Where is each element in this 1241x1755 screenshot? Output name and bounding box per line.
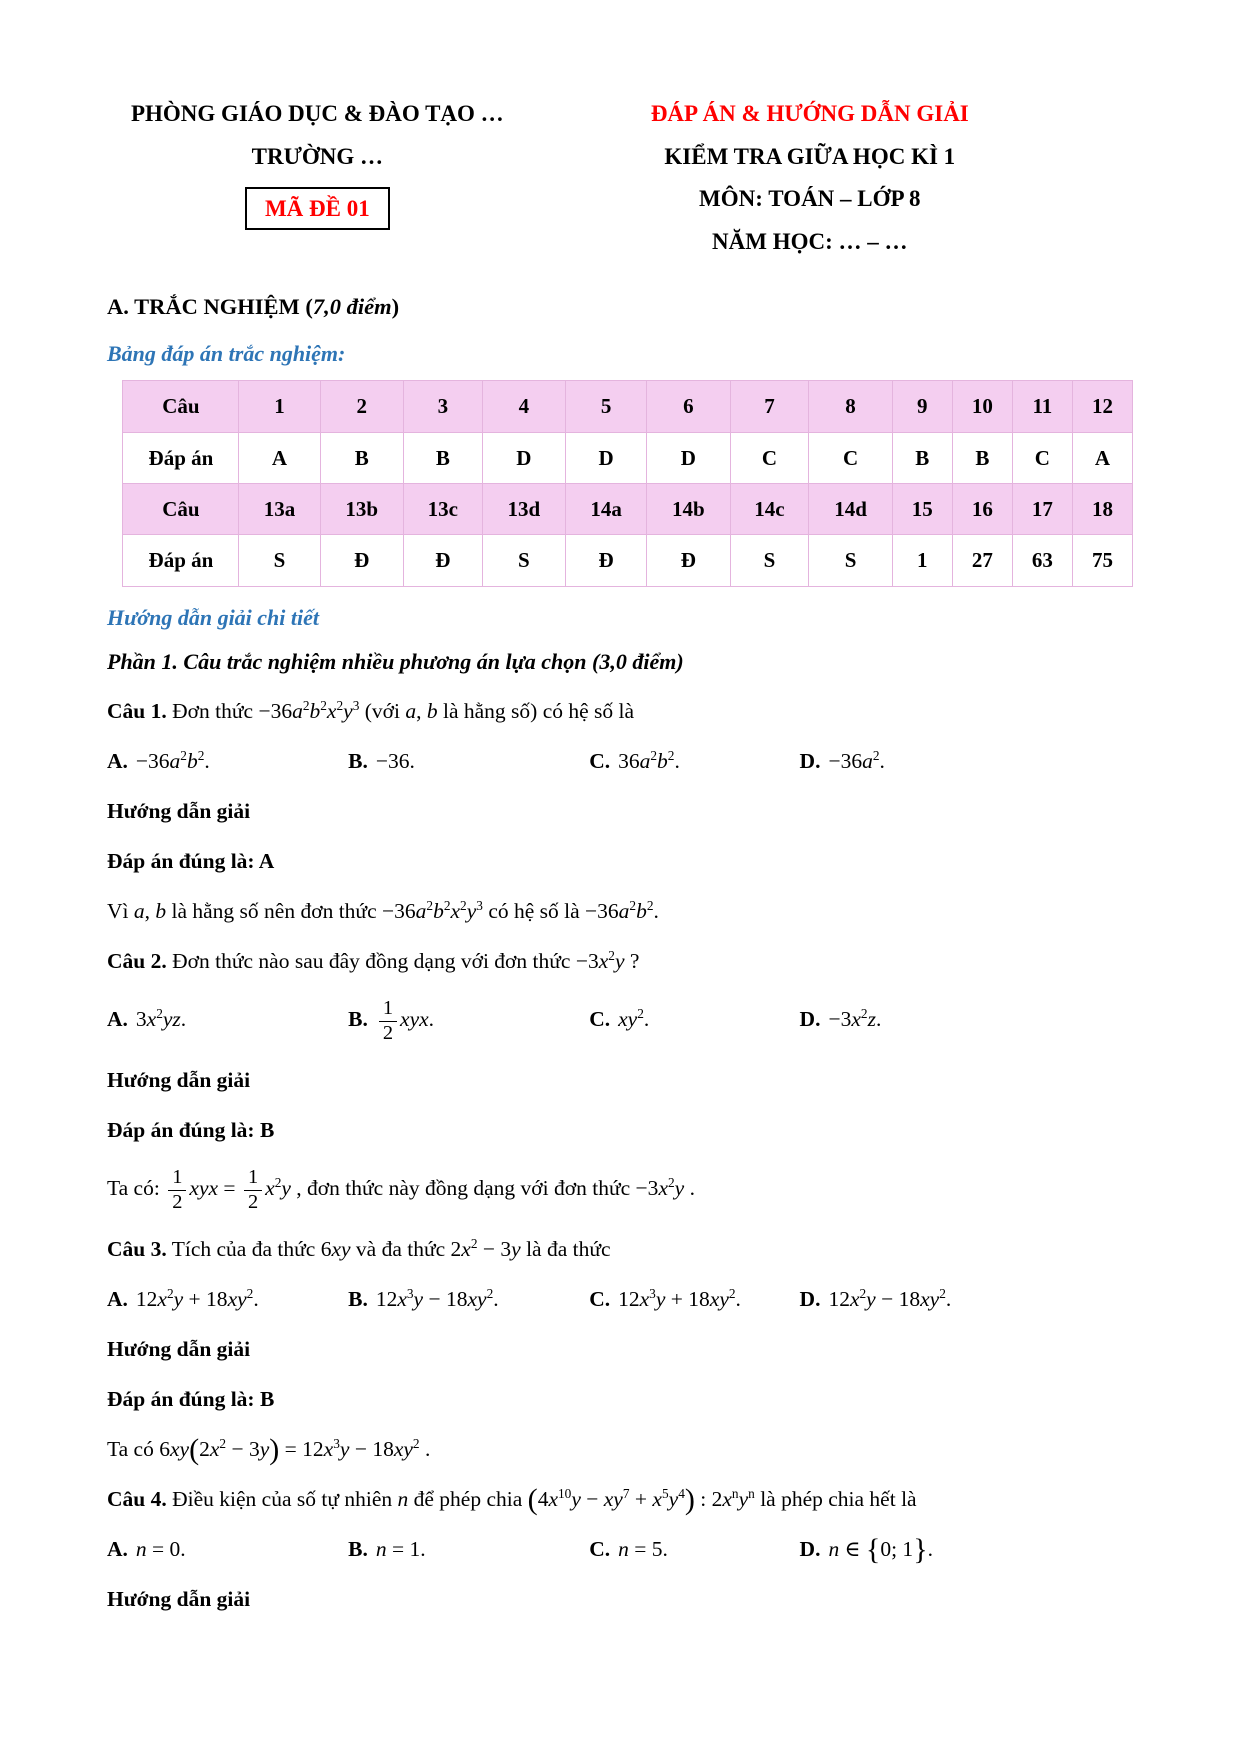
guide-heading: Hướng dẫn giải (107, 1068, 251, 1093)
option-body: $\frac{1}{2}$ xyx. (376, 997, 434, 1045)
answer-cell: B (403, 432, 482, 483)
department-line: PHÒNG GIÁO DỤC & ĐÀO TẠO … (130, 101, 504, 126)
option-letter: D. (799, 749, 821, 774)
option-letter: D. (799, 1537, 821, 1562)
option-c (589, 1005, 799, 1034)
question-3-body: Tích của đa thức 6xy và đa thức $2x^2 - 3y$ là đa thức (171, 1236, 611, 1262)
answer-cell: S (482, 535, 565, 586)
row-header-cell: Đáp án (123, 535, 239, 586)
question-block-1 (107, 697, 1133, 926)
answer-cell: 27 (952, 535, 1012, 586)
answer-cell: S (809, 535, 892, 586)
option-b (348, 747, 589, 776)
answer-key-title: ĐÁP ÁN & HƯỚNG DẪN GIẢI (650, 101, 969, 126)
section-a-title: A. TRẮC NGHIỆM (7,0 điểm) (107, 294, 400, 320)
answer-cell: 13b (320, 484, 403, 535)
school-year-line: NĂM HỌC: … – … (712, 228, 908, 254)
answer-table-row (123, 381, 1133, 432)
row-header-cell: Đáp án (123, 432, 239, 483)
option-c (589, 1285, 799, 1314)
row-header-cell: Câu (123, 381, 239, 432)
answer-cell: C (809, 432, 892, 483)
option-body: n = 0. (135, 1537, 186, 1562)
answer-table-body (123, 381, 1133, 586)
option-body: $12x^2y + 18xy^2$. (135, 1286, 259, 1312)
answer-cell: 18 (1072, 484, 1132, 535)
answer-cell: 17 (1012, 484, 1072, 535)
answer-cell: 12 (1072, 381, 1132, 432)
answer-cell: A (1072, 432, 1132, 483)
guide-heading: Hướng dẫn giải (107, 1337, 251, 1362)
option-c (589, 747, 799, 776)
question-2-body: Đơn thức nào sau đây đồng dạng với đơn thức $-3x^2y$ ? (172, 948, 640, 974)
header-left (107, 100, 528, 270)
option-body: $-36a^2b^2$. (135, 748, 210, 774)
answer-cell: S (730, 535, 809, 586)
answer-cell: 16 (952, 484, 1012, 535)
answer-cell: Đ (566, 535, 647, 586)
answer-cell: Đ (647, 535, 730, 586)
question-3-label: Câu 3. (107, 1237, 167, 1262)
answer-cell: 10 (952, 381, 1012, 432)
answer-table-label: Bảng đáp án trắc nghiệm: (107, 340, 346, 366)
option-body: $12x^3y + 18xy^2$. (618, 1286, 741, 1312)
exam-title: KIỂM TRA GIỮA HỌC KÌ 1 (664, 143, 956, 169)
answer-cell: D (647, 432, 730, 483)
option-body: $xy^2$. (618, 1006, 650, 1032)
question-4-text (107, 1482, 1133, 1517)
option-d (800, 747, 1133, 776)
answer-cell: 4 (482, 381, 565, 432)
option-body: $-36a^2$. (828, 748, 885, 774)
detailed-guide-label: Hướng dẫn giải chi tiết (107, 604, 320, 630)
option-letter: B. (348, 749, 368, 774)
option-letter: A. (107, 1287, 128, 1312)
answer-cell: B (892, 432, 952, 483)
solution-line: Ta có $6xy(2x^2 - 3y) = 12x^3y - 18xy^2$ . (107, 1432, 431, 1467)
option-letter: D. (799, 1007, 821, 1032)
document-header (107, 100, 1133, 270)
answer-cell: 7 (730, 381, 809, 432)
option-body: $-3x^2z$. (828, 1006, 882, 1032)
option-b (348, 1535, 589, 1564)
answer-cell: 1 (892, 535, 952, 586)
option-letter: A. (107, 1537, 128, 1562)
answer-cell: 9 (892, 381, 952, 432)
question-1-label: Câu 1. (107, 699, 167, 724)
option-body: n = 5. (618, 1537, 668, 1562)
option-a (107, 747, 348, 776)
answer-cell: S (239, 535, 320, 586)
question-block-3 (107, 1235, 1133, 1467)
option-letter: C. (589, 749, 611, 774)
guide-heading: Hướng dẫn giải (107, 1587, 251, 1612)
answer-cell: 13c (403, 484, 482, 535)
answer-cell: C (1012, 432, 1072, 483)
question-4-body: Điều kiện của số tự nhiên n để phép chia $(4x^{10}y - xy^7 + x^5y^4)$ : $2x^ny^n$ là phép chia hết là (172, 1482, 917, 1517)
answer-table-row (123, 432, 1133, 483)
header-right (569, 100, 1051, 270)
question-4-options (107, 1532, 1133, 1567)
option-a (107, 1535, 348, 1564)
option-a (107, 1285, 348, 1314)
option-c (589, 1535, 799, 1564)
question-3-options (107, 1285, 1133, 1314)
solution-line: Ta có: $\frac{1}{2}$ xyx = $\frac{1}{2}$ $x^2y$ , đơn thức này đồng dạng với đơn thức $-3x^2y$ . (107, 1166, 695, 1213)
answer-table-row (123, 484, 1133, 535)
option-letter: C. (589, 1537, 611, 1562)
option-letter: D. (799, 1287, 821, 1312)
option-body: $36a^2b^2$. (618, 748, 680, 774)
answer-cell: 13d (482, 484, 565, 535)
correct-answer-line: Đáp án đúng là: A (107, 849, 275, 874)
answer-cell: Đ (320, 535, 403, 586)
answer-cell: D (566, 432, 647, 483)
answer-cell: Đ (403, 535, 482, 586)
question-block-2 (107, 947, 1133, 1214)
answer-table-row (123, 535, 1133, 586)
option-letter: B. (348, 1007, 368, 1032)
option-body: $12x^3y - 18xy^2$. (375, 1286, 499, 1312)
answer-cell: 6 (647, 381, 730, 432)
answer-cell: A (239, 432, 320, 483)
answer-cell: 11 (1012, 381, 1072, 432)
option-body: n = 1. (375, 1537, 426, 1562)
question-1-options (107, 747, 1133, 776)
answer-cell: 13a (239, 484, 320, 535)
answer-cell: 15 (892, 484, 952, 535)
answer-cell: 5 (566, 381, 647, 432)
option-letter: B. (348, 1537, 368, 1562)
question-2-text (107, 947, 1133, 976)
option-body: $3x^2yz$. (135, 1006, 187, 1032)
option-d (799, 1532, 1133, 1567)
option-d (800, 1005, 1133, 1034)
answer-cell: D (482, 432, 565, 483)
question-4-label: Câu 4. (107, 1487, 167, 1512)
option-letter: C. (589, 1007, 611, 1032)
answer-cell: 75 (1072, 535, 1132, 586)
answer-cell: B (952, 432, 1012, 483)
answer-cell: 2 (320, 381, 403, 432)
question-3-text (107, 1235, 1133, 1264)
answer-cell: 8 (809, 381, 892, 432)
answer-cell: 14b (647, 484, 730, 535)
answer-cell: 3 (403, 381, 482, 432)
option-d (800, 1285, 1133, 1314)
answer-cell: 14c (730, 484, 809, 535)
answer-cell: 1 (239, 381, 320, 432)
option-b (348, 1285, 589, 1314)
school-line: TRƯỜNG … (251, 143, 384, 169)
correct-answer-line: Đáp án đúng là: B (107, 1118, 275, 1143)
option-body: $12x^2y - 18xy^2$. (828, 1286, 952, 1312)
option-letter: A. (107, 749, 128, 774)
option-letter: C. (589, 1287, 611, 1312)
correct-answer-line: Đáp án đúng là: B (107, 1387, 275, 1412)
exam-code-label: MÃ ĐỀ 01 (264, 196, 370, 222)
exam-code-box (245, 187, 390, 230)
question-2-label: Câu 2. (107, 949, 167, 974)
guide-heading: Hướng dẫn giải (107, 799, 251, 824)
option-letter: A. (107, 1007, 128, 1032)
part1-heading: Phần 1. Câu trắc nghiệm nhiều phương án lựa chọn (3,0 điểm) (107, 648, 684, 674)
answer-cell: B (320, 432, 403, 483)
question-2-options (107, 997, 1133, 1045)
answer-table (122, 380, 1133, 586)
subject-line: MÔN: TOÁN – LỚP 8 (699, 186, 921, 212)
answer-cell: 14d (809, 484, 892, 535)
option-body: −36. (375, 749, 415, 774)
answer-cell: 63 (1012, 535, 1072, 586)
option-b (348, 997, 589, 1045)
question-1-body: Đơn thức $-36a^2b^2x^2y^3$ (với a, b là hằng số) có hệ số là (172, 698, 635, 724)
solution-line: Vì a, b là hằng số nên đơn thức $-36a^2b^2x^2y^3$ có hệ số là $-36a^2b^2$. (107, 898, 659, 924)
question-block-4 (107, 1482, 1133, 1614)
row-header-cell: Câu (123, 484, 239, 535)
answer-cell: C (730, 432, 809, 483)
option-a (107, 1005, 348, 1034)
option-letter: B. (348, 1287, 368, 1312)
question-1-text (107, 697, 1133, 726)
answer-cell: 14a (566, 484, 647, 535)
option-body: n ∈ {0; 1}. (828, 1532, 934, 1567)
